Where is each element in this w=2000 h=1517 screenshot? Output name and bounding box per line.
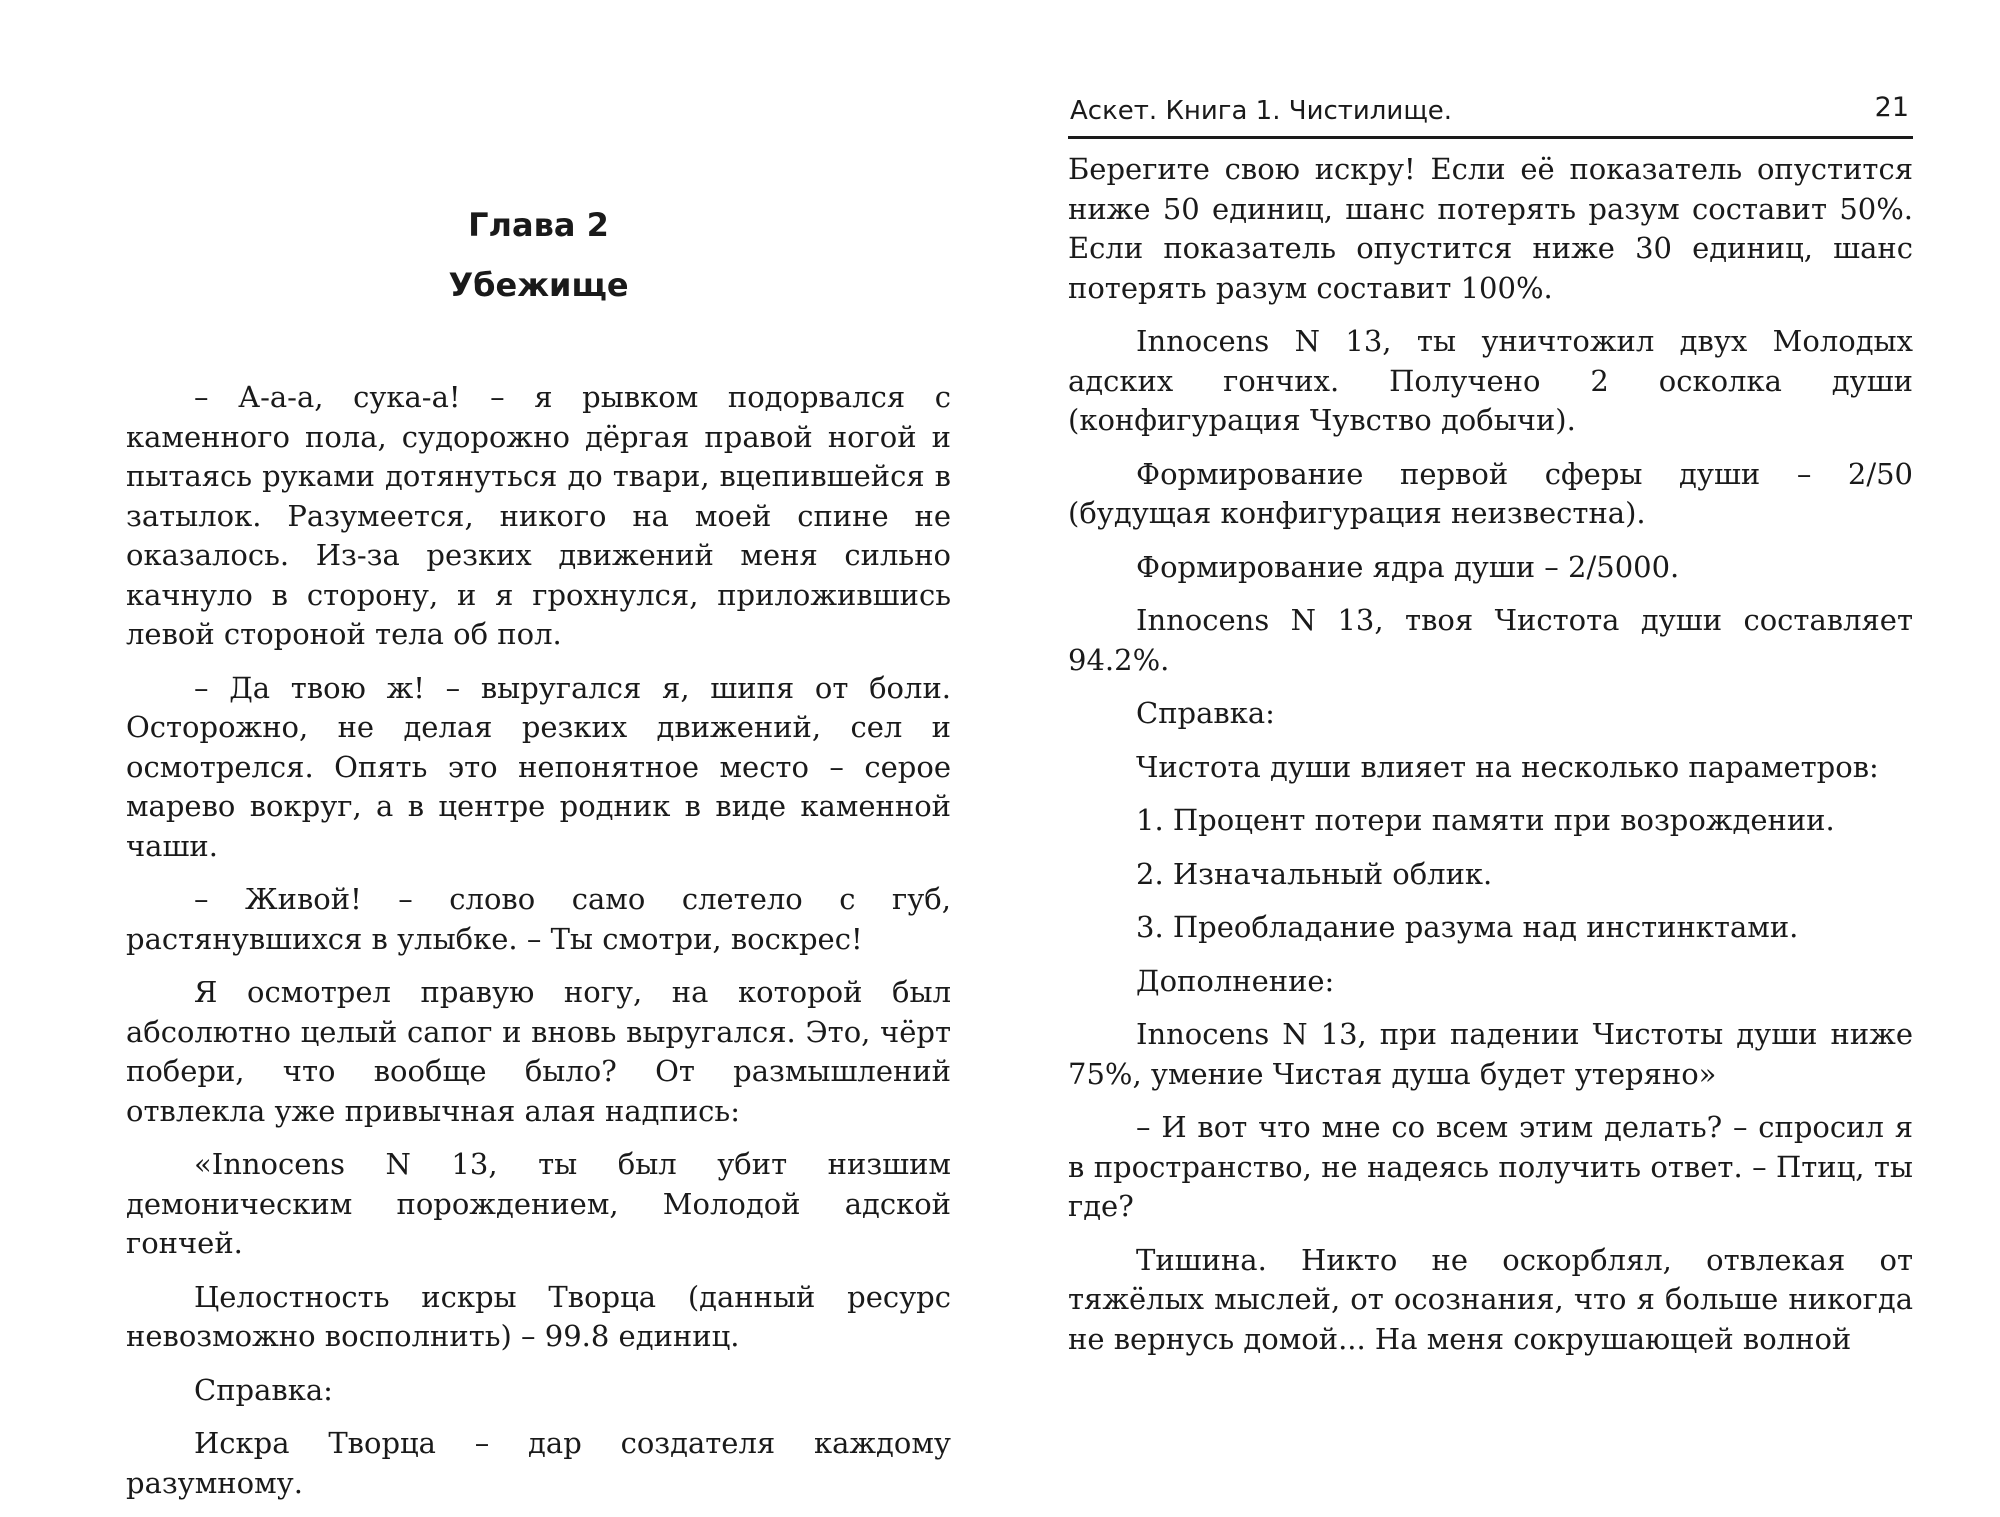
paragraph: Справка:: [194, 1372, 333, 1407]
book-title: Аскет. Книга 1. Чистилище.: [1070, 96, 1453, 126]
paragraph: – Да твою ж! – выругался я, шипя от боли. Осторожно, не делая резких движений, сел и осмотрелся. Опять это непонятное место – серое марево вокруг, а в центре родник в виде каменной чаши.: [126, 670, 951, 863]
paragraph: 2. Изначальный облик.: [1136, 856, 1493, 891]
paragraph: – А-а-а, сука-а! – я рывком подорвался с каменного пола, судорожно дёргая правой ногой и пытаясь руками дотянуться до твари, вцепившейся в затылок. Разумеется, никого на моей спине не оказалось. Из-за резких движений меня сильно качнуло в сторону, и я грохнулся, приложившись левой стороной тела об пол.: [126, 380, 951, 651]
paragraph: «Innocens N 13, ты был убит низшим демоническим порождением, Молодой адской гончей.: [126, 1147, 951, 1260]
paragraph: Искра Творца – дар создателя каждому разумному.: [126, 1426, 951, 1500]
left-page-text: [126, 378, 951, 1517]
paragraph: Берегите свою искру! Если её показатель опустится ниже 50 единиц, шанс потерять разум составит 50%. Если показатель опустится ниже 30 единиц, шанс потерять разум составит 100%.: [1068, 152, 1913, 305]
paragraph: Я осмотрел правую ногу, на которой был абсолютно целый сапог и вновь выругался. Это, чёрт побери, что вообще было? От размышлений отвлекла уже привычная алая надпись:: [126, 975, 951, 1128]
page-number: 21: [1874, 92, 1909, 123]
paragraph: Тишина. Никто не оскорблял, отвлекая от тяжёлых мыслей, от осознания, что я больше никогда не вернусь домой... На меня сокрушающей волной: [1068, 1242, 1913, 1356]
chapter-title: Убежище: [448, 266, 629, 304]
paragraph: – Живой! – слово само слетело с губ, растянувшихся в улыбке. – Ты смотри, воскрес!: [126, 882, 951, 956]
paragraph: 1. Процент потери памяти при возрождении.: [1136, 803, 1835, 837]
running-header: [1068, 92, 1913, 139]
right-page-text: [1068, 150, 1913, 1373]
paragraph: Дополнение:: [1136, 963, 1335, 998]
paragraph: Innocens N 13, при падении Чистоты души ниже 75%, умение Чистая душа будет утеряно»: [1068, 1017, 1913, 1091]
left-page: [126, 0, 951, 1500]
paragraph: Innocens N 13, ты уничтожил двух Молодых адских гончих. Получено 2 осколка души (конфигурация Чувство добычи).: [1068, 324, 1913, 437]
paragraph: Справка:: [1136, 696, 1275, 730]
paragraph: Чистота души влияет на несколько параметров:: [1136, 749, 1879, 784]
chapter-number: Глава 2: [468, 206, 609, 244]
paragraph: Innocens N 13, твоя Чистота души составляет 94.2%.: [1068, 603, 1913, 677]
right-page: [1068, 0, 1913, 1473]
paragraph: Целостность искры Творца (данный ресурс невозможно восполнить) – 99.8 единиц.: [126, 1279, 951, 1353]
paragraph: Формирование ядра души – 2/5000.: [1136, 549, 1680, 584]
paragraph: 3. Преобладание разума над инстинктами.: [1136, 910, 1799, 944]
paragraph: Формирование первой сферы души – 2/50 (будущая конфигурация неизвестна).: [1068, 456, 1913, 530]
paragraph: – И вот что мне со всем этим делать? – спросил я в пространство, не надеясь получить ответ. – Птиц, ты где?: [1068, 1110, 1913, 1223]
